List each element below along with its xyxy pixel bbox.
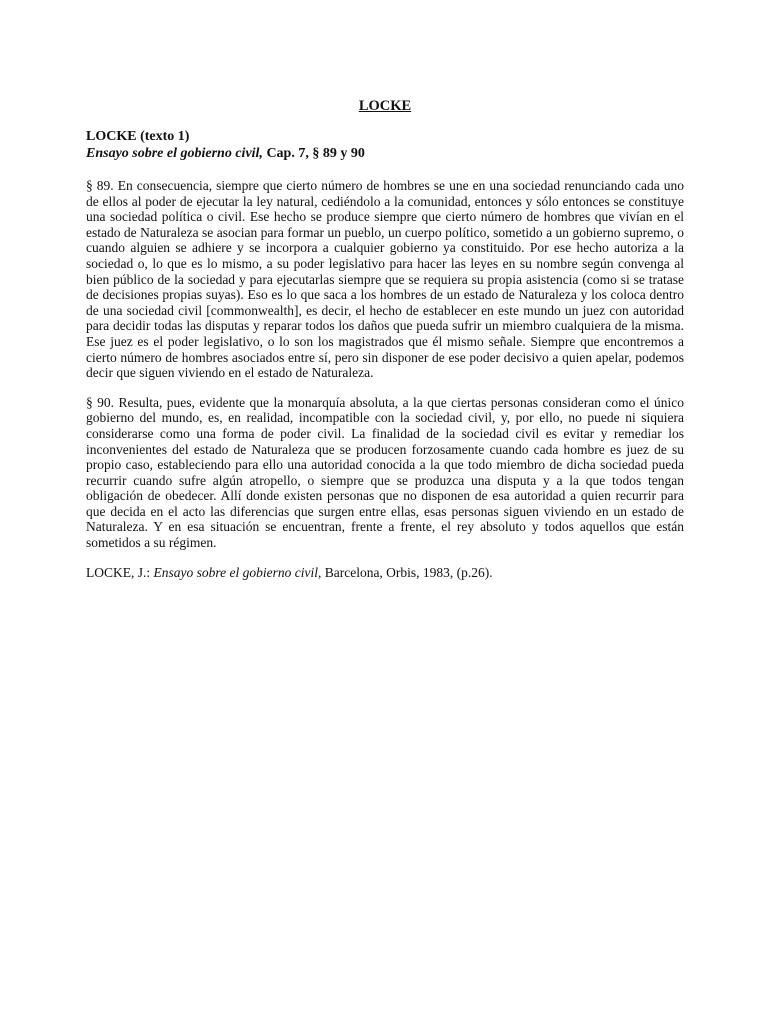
document-title: LOCKE xyxy=(358,98,412,114)
work-reference xyxy=(86,145,684,162)
citation-author: LOCKE, J.: xyxy=(86,564,154,580)
work-location: Cap. 7, § 89 y 90 xyxy=(262,146,365,161)
citation xyxy=(86,565,684,581)
paragraph-90: § 90. Resulta, pues, evidente que la monarquía absoluta, a la que ciertas personas consideran como el único gobierno del mundo, es, en realidad, incompatible con la sociedad civil, y, por ello, no puede ni siquiera considerarse como una forma de poder civil. La finalidad de la sociedad civil es evitar y remediar los inconvenientes del estado de Naturaleza que se producen forzosamente cuando cada hombre es juez de su propio caso, estableciendo para ello una autoridad conocida a la que todo miembro de dicha sociedad pueda recurrir cuando sufre algún atropello, o siempre que se produzca una disputa y a la que todos tengan obligación de obedecer. Allí donde existen personas que no disponen de esa autoridad a quien recurrir para que decida en el acto las diferencias que surgen entre ellas, esas personas siguen viviendo en un estado de Naturaleza. Y en esa situación se encuentran, frente a frente, el rey absoluto y todos aquellos que están sometidos a su régimen. xyxy=(86,394,684,551)
citation-details: , Barcelona, Orbis, 1983, (p.26). xyxy=(317,564,493,580)
document-page xyxy=(86,96,684,581)
paragraph-89: § 89. En consecuencia, siempre que cierto número de hombres se une en una sociedad renunciando cada uno de ellos al poder de ejecutar la ley natural, cediéndolo a la comunidad, entonces y sólo entonces se constituye una sociedad política o civil. Ese hecho se produce siempre que cierto número de hombres que vivían en el estado de Naturaleza se asocian para formar un pueblo, un cuerpo político, sometido a un gobierno supremo, o cuando alguien se adhiere y se incorpora a cualquier gobierno ya constituido. Por ese hecho autoriza a la sociedad o, lo que es lo mismo, a su poder legislativo para hacer las leyes en su nombre según convenga al bien público de la sociedad y para ejecutarlas siempre que se requiera su propia asistencia (como si se tratase de decisiones propias suyas). Eso es lo que saca a los hombres de un estado de Naturaleza y los coloca dentro de una sociedad civil [commonwealth], es decir, el hecho de establecer en este mundo un juez con autoridad para decidir todas las disputas y reparar todos los daños que pueda sufrir un miembro cualquiera de la misma. Ese juez es el poder legislativo, o lo son los magistrados que él mismo señale. Siempre que encontremos a cierto número de hombres asociados entre sí, pero sin disponer de ese poder decisivo a quien apelar, podemos decir que siguen viviendo en el estado de Naturaleza. xyxy=(86,178,684,381)
text-label: LOCKE (texto 1) xyxy=(86,129,190,144)
work-title: Ensayo sobre el gobierno civil, xyxy=(86,146,263,161)
citation-title: Ensayo sobre el gobierno civil xyxy=(153,564,318,580)
